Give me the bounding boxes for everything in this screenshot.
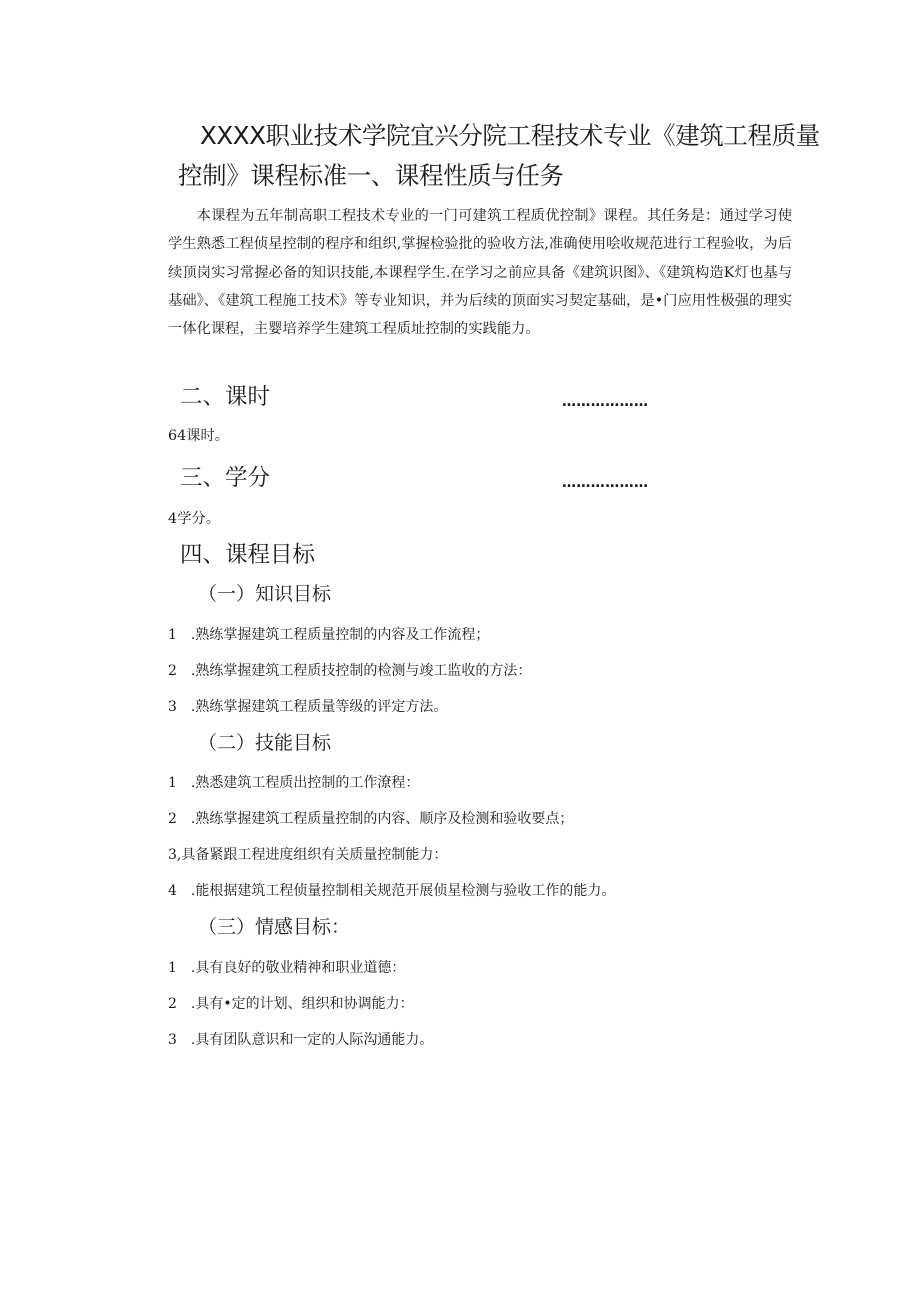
knowledge-goal-item: 2 .熟练掌握建筑工程质技控制的检测与竣工监收的方法： [168,663,532,679]
section-hours-dots: ……………… [562,394,649,410]
emotion-goal-item: 1 .具有良好的敬业精神和职业道德： [168,960,406,976]
knowledge-goals-heading: （一）知识目标 [198,583,332,605]
skill-goal-item: 2 .熟练掌握建筑工程质量控制的内容、顺序及检测和验收要点； [168,811,574,827]
title-line-1: XXXX职业技术学院宜兴分院工程技术专业《建筑工程质量 [200,121,820,150]
section-goals-heading: 四、课程目标 [180,542,316,568]
section-credits-content: 4学分。 [168,511,220,527]
skill-goal-item: 4 .能根据建筑工程侦量控制相关规范开展侦星检测与验收工作的能力。 [168,883,616,899]
title-line-2: 控制》课程标准一、课程性质与任务 [178,161,564,190]
intro-paragraph: 本课程为五年制高职工程技术专业的一门可建筑工程质优控制》课程。其任务是：通过学习使学生熟悉工程侦星控制的程序和组织,掌握检验批的验收方法,准确使用哙收规范进行工程验收，为后续顶岗实习常握必备的知识技能,本课程学生.在学习之前应具备《建筑识图》、《建筑构造K灯也基与基础》、《建筑工程施工技术》等专业知识，并为后续的顶面实习契定基础，是•门应用性极强的理实一体化课程，主婴培养学生建筑工程质址控制的实践能力。 [168,208,792,338]
section-hours-heading: 二、课时 [180,384,271,410]
emotion-goal-item: 2 .具有•定的计划、组织和协调能力： [168,996,414,1012]
section-credits-dots: ……………… [562,475,649,491]
emotion-goals-heading: （三）情感目标： [198,916,351,938]
skill-goal-item: 3,具备紧跟工程进度组织有关质量控制能力： [168,847,448,863]
knowledge-goal-item: 3 .熟练掌握建筑工程质量等级的评定方法。 [168,699,448,715]
knowledge-goal-item: 1 .熟练掌握建筑工程质量控制的内容及工作流程； [168,627,490,643]
section-hours-content: 64课时。 [168,428,230,444]
skill-goals-heading: （二）技能目标 [198,732,332,754]
document-title [178,116,818,196]
section-credits-heading: 三、学分 [180,465,271,491]
emotion-goal-item: 3 .具有团队意识和一定的人际沟通能力。 [168,1032,434,1048]
skill-goal-item: 1 .熟悉建筑工程质出控制的工作潦程： [168,775,420,791]
